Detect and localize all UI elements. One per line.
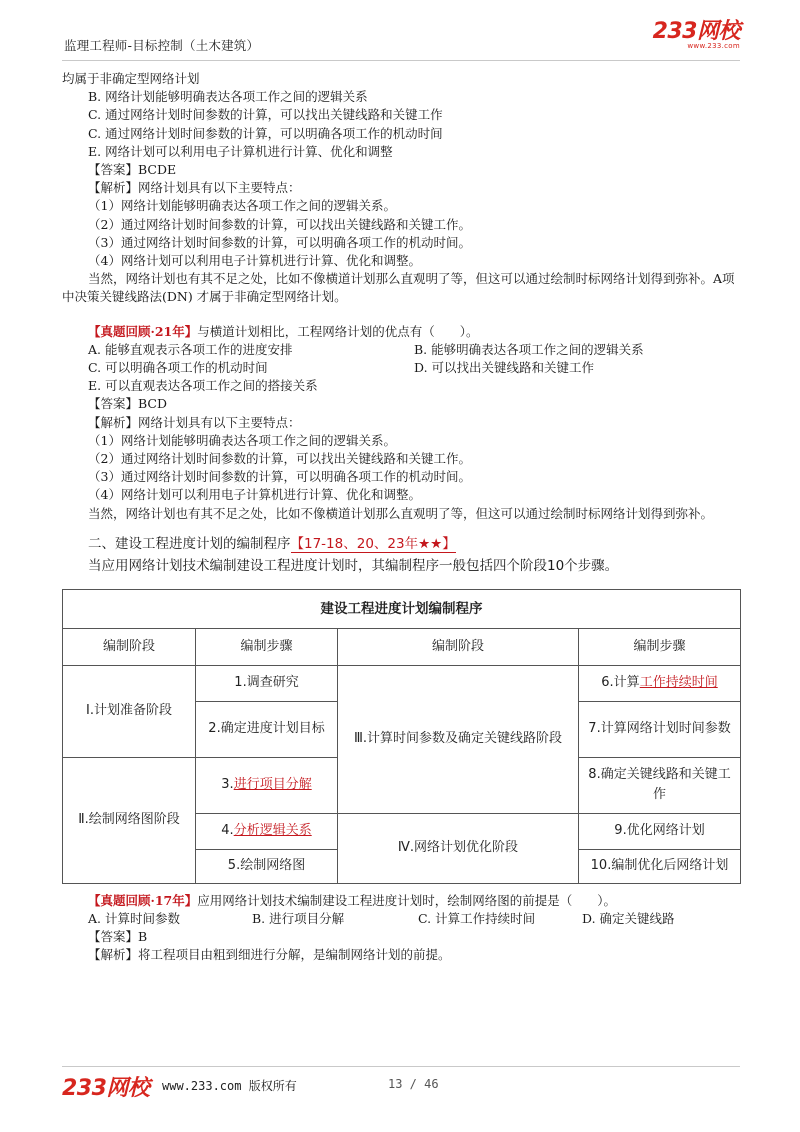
q3-option-b: B. 进行项目分解 bbox=[252, 911, 345, 927]
step-6 bbox=[579, 665, 741, 701]
q2-note: 当然，网络计划也有其不足之处，比如不像横道计划那么直观明了等，但这可以通过绘制时标网络计划得到弥补。 bbox=[88, 505, 714, 521]
q3-analysis: 【解析】将工程项目由粗到细进行分解，是编制网络计划的前提。 bbox=[88, 947, 451, 963]
step-2: 2.确定进度计划目标 bbox=[196, 701, 338, 757]
q1-point-2: （2）通过网络计划时间参数的计算，可以找出关键线路和关键工作。 bbox=[88, 216, 471, 232]
step-1: 1.调查研究 bbox=[196, 665, 338, 701]
table-header-step: 编制步骤 bbox=[196, 628, 338, 665]
q2-option-e: E. 可以直观表达各项工作之间的搭接关系 bbox=[88, 378, 318, 394]
step-6-highlight: 工作持续时间 bbox=[639, 675, 718, 691]
q3-option-c: C. 计算工作持续时间 bbox=[418, 911, 536, 927]
q3-tag: 【真题回顾·17年】 bbox=[88, 892, 198, 908]
q2-point-1: （1）网络计划能够明确表达各项工作之间的逻辑关系。 bbox=[88, 432, 396, 448]
brand-logo bbox=[653, 20, 740, 50]
q2-point-2: （2）通过网络计划时间参数的计算，可以找出关键线路和关键工作。 bbox=[88, 451, 471, 467]
table-header-step-2: 编制步骤 bbox=[579, 628, 741, 665]
q2-tag: 【真题回顾·21年】 bbox=[88, 323, 198, 339]
q2-option-a: A. 能够直观表示各项工作的进度安排 bbox=[88, 341, 293, 357]
q2-analysis: 【解析】网络计划具有以下主要特点： bbox=[88, 414, 301, 430]
section-heading-text: 二、建设工程进度计划的编制程序 bbox=[88, 535, 291, 552]
logo-url: www.233.com bbox=[687, 42, 740, 50]
q1-stem-tail: 均属于非确定型网络计划 bbox=[62, 71, 200, 86]
q3-option-d: D. 确定关键线路 bbox=[582, 911, 675, 927]
stage-3: Ⅲ.计算时间参数及确定关键线路阶段 bbox=[338, 665, 579, 813]
q3-answer: 【答案】B bbox=[88, 929, 148, 945]
logo-text: 233网校 bbox=[652, 19, 740, 44]
page-number: 13 / 46 bbox=[388, 1077, 439, 1091]
q2-options-row2 bbox=[62, 359, 740, 377]
q2-stem-text: 与横道计划相比，工程网络计划的优点有（ ）。 bbox=[197, 323, 479, 339]
footer-logo: 233网校 bbox=[62, 1076, 150, 1101]
q2-stem bbox=[62, 323, 740, 341]
table-title: 建设工程进度计划编制程序 bbox=[63, 589, 741, 628]
stage-2: Ⅱ.绘制网络图阶段 bbox=[63, 757, 196, 883]
document-title: 监理工程师-目标控制（土木建筑） bbox=[64, 38, 260, 53]
section-heading-tag: 【17-18、20、23年★★】 bbox=[290, 535, 456, 552]
q1-option-b: B. 网络计划能够明确表达各项工作之间的逻辑关系 bbox=[88, 89, 368, 105]
stage-4: Ⅳ.网络计划优化阶段 bbox=[338, 813, 579, 883]
q2-option-c: C. 可以明确各项工作的机动时间 bbox=[88, 360, 268, 376]
step-6-prefix: 6.计算 bbox=[601, 675, 640, 691]
step-4-prefix: 4. bbox=[221, 823, 234, 839]
step-4-highlight: 分析逻辑关系 bbox=[233, 823, 312, 839]
q2-point-3: （3）通过网络计划时间参数的计算，可以明确各项工作的机动时间。 bbox=[88, 469, 471, 485]
q3-options bbox=[62, 910, 740, 928]
stage-1: Ⅰ.计划准备阶段 bbox=[63, 665, 196, 757]
step-10: 10.编制优化后网络计划 bbox=[579, 849, 741, 883]
q2-options-row1 bbox=[62, 341, 740, 359]
q3-stem-text: 应用网络计划技术编制建设工程进度计划时，绘制网络图的前提是（ ）。 bbox=[197, 892, 617, 908]
q1-option-c: C. 通过网络计划时间参数的计算，可以找出关键线路和关键工作 bbox=[88, 107, 443, 123]
page-footer bbox=[62, 1066, 740, 1099]
step-3-prefix: 3. bbox=[221, 777, 234, 793]
page-content bbox=[62, 70, 740, 965]
step-4 bbox=[196, 813, 338, 849]
step-8: 8.确定关键线路和关键工作 bbox=[579, 757, 741, 813]
q2-answer: 【答案】BCD bbox=[88, 396, 168, 412]
step-3-highlight: 进行项目分解 bbox=[233, 777, 312, 793]
q1-point-4: （4）网络计划可以利用电子计算机进行计算、优化和调整。 bbox=[88, 253, 421, 269]
q3-stem bbox=[62, 892, 740, 910]
q2-option-d: D. 可以找出关键线路和关键工作 bbox=[414, 360, 595, 376]
q1-point-1: （1）网络计划能够明确表达各项工作之间的逻辑关系。 bbox=[88, 198, 396, 214]
q1-answer: 【答案】BCDE bbox=[88, 162, 177, 178]
q1-option-e: E. 网络计划可以利用电子计算机进行计算、优化和调整 bbox=[88, 143, 393, 159]
step-7: 7.计算网络计划时间参数 bbox=[579, 701, 741, 757]
q1-option-c2: C. 通过网络计划时间参数的计算，可以明确各项工作的机动时间 bbox=[88, 125, 443, 141]
step-5: 5.绘制网络图 bbox=[196, 849, 338, 883]
q2-point-4: （4）网络计划可以利用电子计算机进行计算、优化和调整。 bbox=[88, 487, 421, 503]
q1-point-3: （3）通过网络计划时间参数的计算，可以明确各项工作的机动时间。 bbox=[88, 234, 471, 250]
q1-note: 当然，网络计划也有其不足之处，比如不像横道计划那么直观明了等，但这可以通过绘制时标网络计划得到弥补。A项中决策关键线路法(DN) 才属于非确定型网络计划。 bbox=[62, 271, 735, 305]
page-header bbox=[62, 20, 740, 61]
table-header-stage-2: 编制阶段 bbox=[338, 628, 579, 665]
q3-option-a: A. 计算时间参数 bbox=[88, 911, 180, 927]
section-heading bbox=[62, 533, 740, 555]
step-9: 9.优化网络计划 bbox=[579, 813, 741, 849]
step-3 bbox=[196, 757, 338, 813]
procedure-table bbox=[62, 589, 741, 884]
q2-option-b: B. 能够明确表达各项工作之间的逻辑关系 bbox=[414, 341, 644, 357]
q1-analysis: 【解析】网络计划具有以下主要特点： bbox=[88, 180, 301, 196]
section-intro: 当应用网络计划技术编制建设工程进度计划时，其编制程序一般包括四个阶段10个步骤。 bbox=[88, 557, 619, 574]
footer-copyright: www.233.com 版权所有 bbox=[162, 1079, 297, 1093]
table-header-stage: 编制阶段 bbox=[63, 628, 196, 665]
